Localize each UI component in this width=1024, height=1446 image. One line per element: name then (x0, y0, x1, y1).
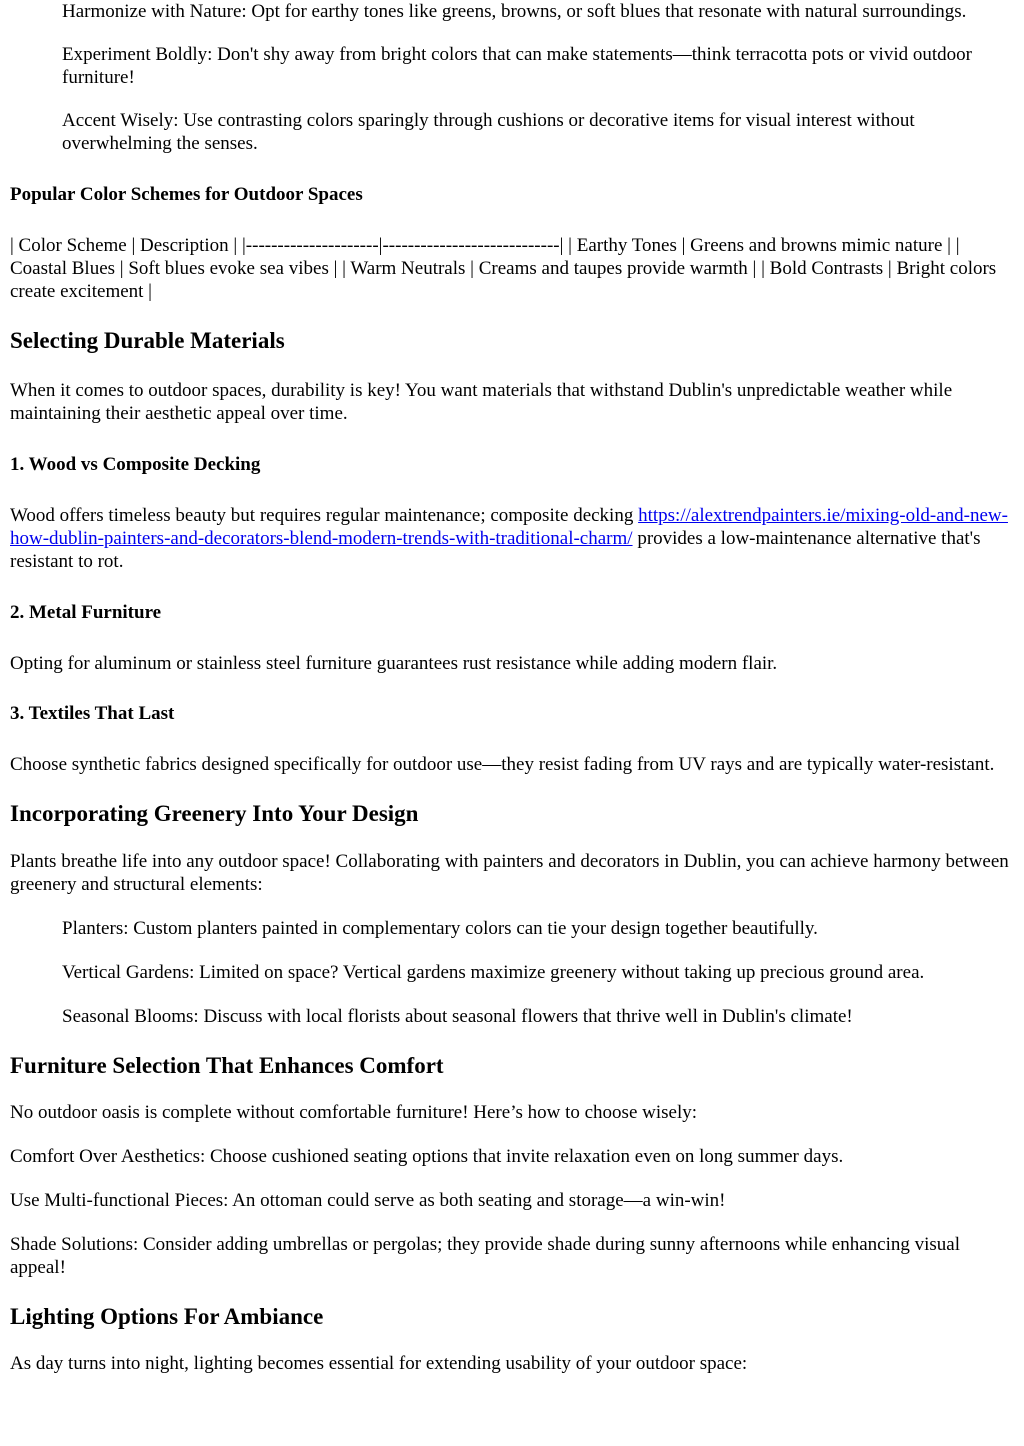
wood-paragraph (10, 504, 1014, 573)
textiles-heading: 3. Textiles That Last (10, 703, 175, 724)
greenery-list (10, 917, 1014, 1028)
color-schemes-heading: Popular Color Schemes for Outdoor Spaces (10, 184, 363, 205)
textiles-text: Choose synthetic fabrics designed specifically for outdoor use—they resist fading from UV rays and are typically water-resistant. (10, 754, 995, 775)
list-item: Accent Wisely: Use contrasting colors sparingly through cushions or decorative items for visual interest without overwhelming the senses. (62, 110, 915, 154)
greenery-intro: Plants breathe life into any outdoor space! Collaborating with painters and decorators in Dublin, you can achieve harmony between greenery and structural elements: (10, 851, 1009, 895)
intro-list (10, 0, 1014, 155)
mixing-old-and-new-link[interactable]: https://alextrendpainters.ie/mixing-old-and-new-how-dublin-painters-and-decorators-blend-modern-trends-with-traditional-charm/ (10, 505, 1008, 549)
wood-heading: 1. Wood vs Composite Decking (10, 454, 261, 475)
metal-heading: 2. Metal Furniture (10, 602, 162, 623)
list-item: Harmonize with Nature: Opt for earthy tones like greens, browns, or soft blues that resonate with natural surroundings. (62, 1, 967, 22)
furniture-item: Use Multi-functional Pieces: An ottoman could serve as both seating and storage—a win-win! (10, 1190, 726, 1211)
furniture-item: Comfort Over Aesthetics: Choose cushioned seating options that invite relaxation even on long summer days. (10, 1146, 844, 1167)
furniture-intro: No outdoor oasis is complete without comfortable furniture! Here’s how to choose wisely: (10, 1102, 698, 1123)
metal-text: Opting for aluminum or stainless steel furniture guarantees rust resistance while adding modern flair. (10, 653, 778, 674)
wood-text-after: provides a low-maintenance alternative that's resistant to rot. (10, 528, 981, 572)
lighting-intro: As day turns into night, lighting becomes essential for extending usability of your outdoor space: (10, 1353, 748, 1374)
color-schemes-table-text: | Color Scheme | Description | |---------------------|----------------------------| | Earthy Tones | Greens and browns mimic nature | | Coastal Blues | Soft blues evoke sea vibes | | Warm Neutrals | Creams and taupes provide warmth | | Bold Contrasts | Bright colors create excitement | (10, 235, 997, 302)
list-item: Planters: Custom planters painted in complementary colors can tie your design together beautifully. (62, 918, 818, 939)
list-item: Experiment Boldly: Don't shy away from bright colors that can make statements—think terracotta pots or vivid outdoor furniture! (62, 44, 972, 88)
furniture-item: Shade Solutions: Consider adding umbrellas or pergolas; they provide shade during sunny afternoons while enhancing visual appeal! (10, 1234, 961, 1278)
list-item: Vertical Gardens: Limited on space? Vertical gardens maximize greenery without taking up precious ground area. (62, 962, 925, 983)
greenery-heading: Incorporating Greenery Into Your Design (10, 801, 419, 826)
lighting-heading: Lighting Options For Ambiance (10, 1304, 324, 1329)
wood-text-before: Wood offers timeless beauty but requires regular maintenance; composite decking (10, 505, 639, 526)
list-item: Seasonal Blooms: Discuss with local florists about seasonal flowers that thrive well in Dublin's climate! (62, 1006, 853, 1027)
furniture-heading: Furniture Selection That Enhances Comfort (10, 1053, 444, 1078)
materials-intro: When it comes to outdoor spaces, durability is key! You want materials that withstand Dublin's unpredictable weather while maintaining their aesthetic appeal over time. (10, 380, 953, 424)
materials-heading: Selecting Durable Materials (10, 328, 285, 353)
